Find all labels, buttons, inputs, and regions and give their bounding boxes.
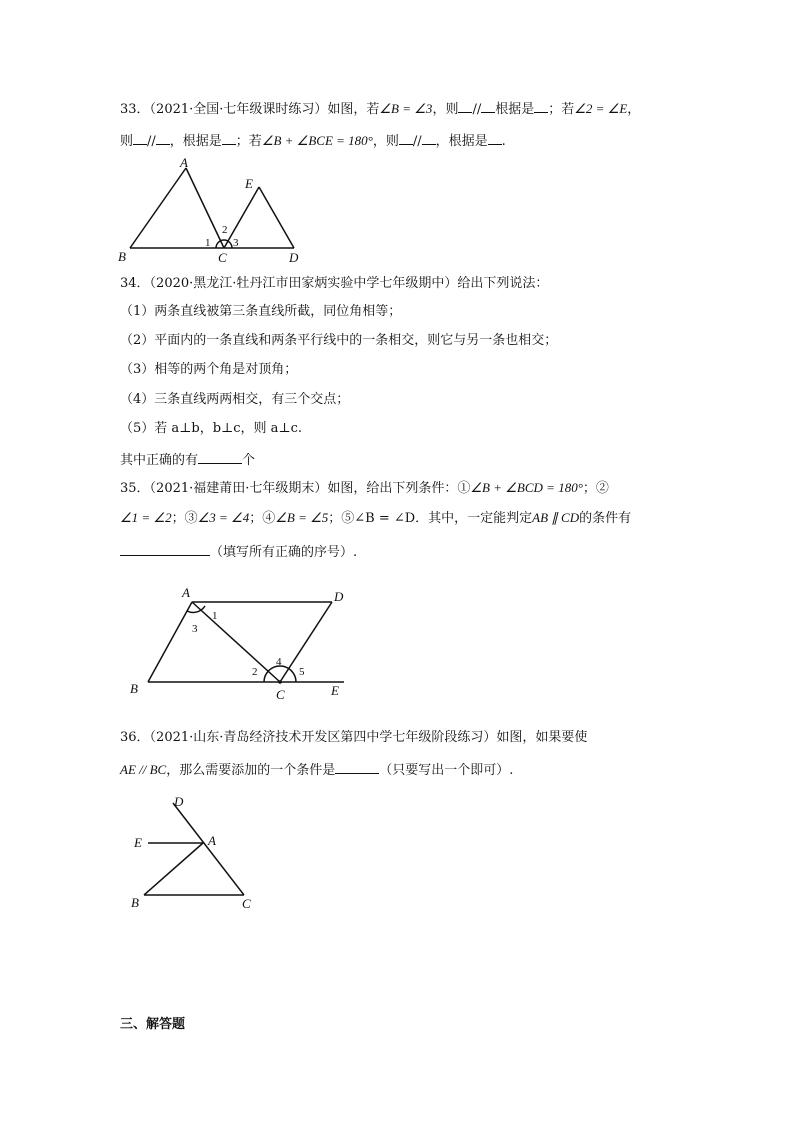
- q34-answer-line: 其中正确的有 个: [120, 449, 255, 471]
- blank[interactable]: [534, 98, 548, 113]
- q35-line1: 35．（2021·福建莆田·七年级期末）如图，给出下列条件：①∠B + ∠BCD = 180°；②: [120, 480, 609, 496]
- label-e: E: [245, 176, 253, 191]
- q35-figure: [128, 585, 358, 702]
- q33-figure: [118, 155, 318, 270]
- blank[interactable]: [399, 130, 413, 145]
- label-d: D: [174, 794, 184, 809]
- q34-item-5: （5）若 a⊥b，b⊥c，则 a⊥c.: [120, 421, 303, 436]
- answer-blank[interactable]: [120, 541, 210, 556]
- line-ab: [148, 602, 192, 682]
- condition-2: ∠1 = ∠2: [120, 510, 172, 525]
- q35-line2: ∠1 = ∠2；③∠3 = ∠4；④∠B = ∠5；⑤∠B = ∠D．其中，一定能判定AB ∥ CD的条件有: [120, 510, 632, 526]
- answer-blank[interactable]: [198, 449, 242, 464]
- label-b: B: [118, 249, 126, 264]
- label-a: A: [180, 155, 188, 170]
- label-a: A: [208, 833, 216, 848]
- q33-prefix: 33．（2021·全国·七年级课时练习）如图，若: [120, 102, 380, 117]
- q34-item-2: （2）平面内的一条直线和两条平行线中的一条相交，则它与另一条也相交；: [120, 333, 558, 348]
- q33-eq1: ∠B = ∠3: [379, 101, 433, 116]
- blank[interactable]: [222, 130, 236, 145]
- line-ba: [130, 168, 186, 248]
- q36-line1: 36．（2021·山东·青岛经济技术开发区第四中学七年级阶段练习）如图，如果要使: [120, 730, 588, 745]
- label-c: C: [276, 687, 285, 702]
- blank[interactable]: [488, 130, 502, 145]
- angle-3-label: 3: [233, 237, 239, 249]
- q34-item-1: （1）两条直线被第三条直线所截，同位角相等；: [120, 304, 402, 319]
- point-c: [278, 680, 282, 684]
- label-b: B: [131, 895, 139, 910]
- label-c: C: [242, 896, 251, 911]
- condition-3: ∠3 = ∠4: [197, 510, 250, 525]
- label-d: D: [334, 589, 344, 604]
- q34-item-4: （4）三条直线两两相交，有三个交点；: [120, 392, 350, 407]
- blank[interactable]: [133, 130, 147, 145]
- blank[interactable]: [156, 130, 170, 145]
- section-heading: 三、解答题: [120, 1017, 186, 1032]
- q33-line2: 则 // ，根据是 ；若∠B + ∠BCE = 180°，则 // ，根据是 .: [120, 130, 506, 152]
- angle-4-label: 4: [276, 656, 282, 668]
- label-b: B: [130, 681, 138, 696]
- angle-arc-c: [264, 666, 296, 682]
- q35-line3: （填写所有正确的序号）.: [120, 541, 357, 563]
- answer-blank[interactable]: [335, 759, 379, 774]
- angle-1-label: 1: [212, 610, 218, 622]
- blank[interactable]: [481, 98, 495, 113]
- label-d: D: [289, 250, 299, 265]
- angle-2-label: 2: [222, 224, 228, 236]
- line-ed: [259, 187, 294, 248]
- q33-eq2: ∠2 = ∠E: [574, 101, 628, 116]
- label-c: C: [218, 250, 227, 265]
- line-cd: [280, 602, 332, 682]
- condition-4: ∠B = ∠5: [275, 510, 329, 525]
- line-ac: [186, 168, 224, 248]
- q36-condition: AE // BC: [120, 762, 167, 777]
- q34-item-3: （3）相等的两个角是对顶角；: [120, 362, 298, 377]
- line-dc: [173, 803, 244, 895]
- q36-line2: AE // BC，那么需要添加的一个条件是 （只要写出一个即可）.: [120, 759, 513, 781]
- blank[interactable]: [422, 130, 436, 145]
- q33-line1: 33．（2021·全国·七年级课时练习）如图，若∠B = ∠3，则 // 根据是 ；若∠2 = ∠E，: [120, 98, 640, 120]
- line-ba: [144, 843, 203, 895]
- label-a: A: [182, 585, 190, 600]
- angle-2-label: 2: [252, 666, 258, 678]
- angle-1-label: 1: [205, 237, 211, 249]
- label-e: E: [134, 835, 142, 850]
- angle-5-label: 5: [299, 666, 305, 678]
- line-ac: [192, 602, 280, 682]
- q36-figure: [128, 790, 268, 912]
- q33-eq3: ∠B + ∠BCE = 180°: [261, 133, 373, 148]
- q34-title: 34．（2020·黑龙江·牡丹江市田家炳实验中学七年级期中）给出下列说法：: [120, 276, 549, 291]
- angle-3-label: 3: [192, 623, 198, 635]
- blank[interactable]: [458, 98, 472, 113]
- condition-1: ∠B + ∠BCD = 180°: [470, 480, 583, 495]
- label-e: E: [331, 683, 339, 698]
- line-ce: [224, 187, 259, 248]
- target-relation: AB ∥ CD: [532, 510, 580, 525]
